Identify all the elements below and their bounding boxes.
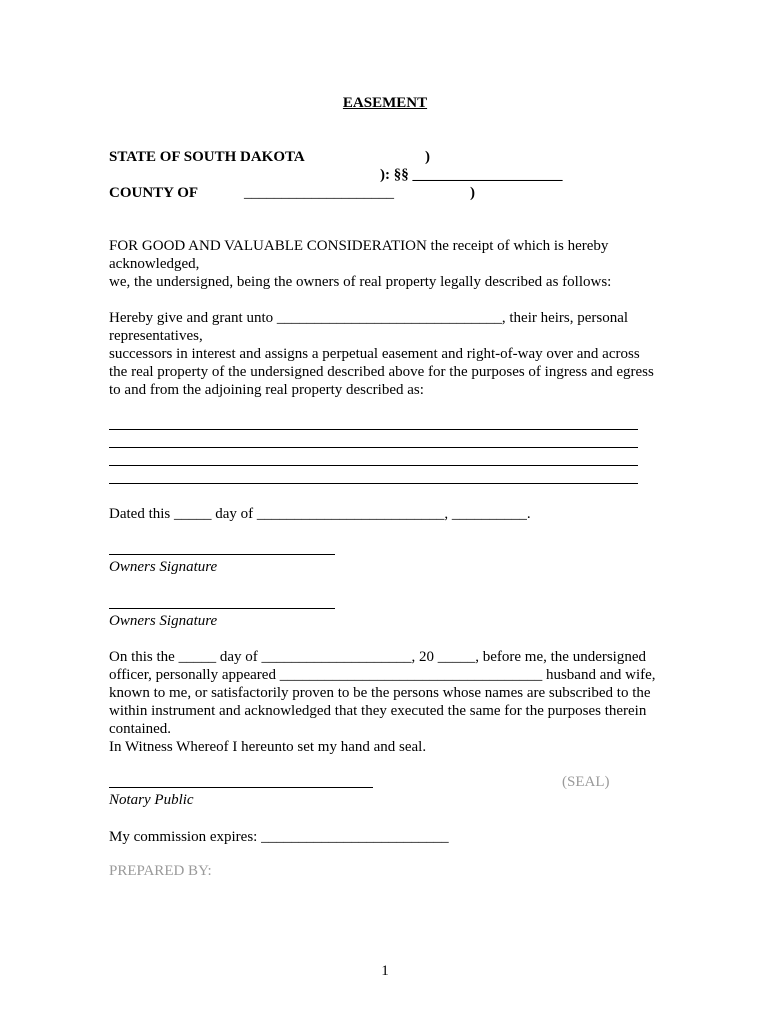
document-title: EASEMENT <box>342 95 428 111</box>
section-marker: ): §§ ____________________ <box>380 167 563 183</box>
consideration-line: acknowledged, <box>109 256 200 272</box>
prepared-by: PREPARED BY: <box>109 863 212 879</box>
consideration-paragraph <box>109 237 669 291</box>
grant-line: Hereby give and grant unto ______________________________, their heirs, personal <box>109 310 629 326</box>
paren-right-2: ) <box>470 185 475 201</box>
grant-line: the real property of the undersigned described above for the purposes of ingress and egress <box>109 364 654 380</box>
description-blank-line <box>109 483 638 484</box>
acknowledgment-line: In Witness Whereof I hereunto set my hand and seal. <box>109 739 427 755</box>
acknowledgment-paragraph <box>109 648 669 756</box>
owner-signature-line-1 <box>109 554 335 555</box>
owner-signature-label-1: Owners Signature <box>109 559 218 575</box>
state-label: STATE OF SOUTH DAKOTA <box>109 149 305 165</box>
county-label: COUNTY OF <box>109 185 199 201</box>
grant-paragraph <box>109 309 669 399</box>
description-blank-line <box>109 447 638 448</box>
acknowledgment-line: contained. <box>109 721 172 737</box>
acknowledgment-line: known to me, or satisfactorily proven to be the persons whose names are subscribed to the <box>109 685 651 701</box>
seal-label: (SEAL) <box>562 774 610 790</box>
dated-line: Dated this _____ day of _________________________, __________. <box>109 506 531 522</box>
notary-signature-line <box>109 787 373 788</box>
notary-public-label: Notary Public <box>109 792 194 808</box>
owner-signature-line-2 <box>109 608 335 609</box>
description-blank-line <box>109 429 638 430</box>
acknowledgment-line: On this the _____ day of ____________________, 20 _____, before me, the undersigned <box>109 649 647 665</box>
acknowledgment-line: within instrument and acknowledged that they executed the same for the purposes therein <box>109 703 647 719</box>
consideration-line: we, the undersigned, being the owners of real property legally described as follows: <box>109 274 612 290</box>
owner-signature-label-2: Owners Signature <box>109 613 218 629</box>
page-number: 1 <box>381 963 389 979</box>
consideration-line: FOR GOOD AND VALUABLE CONSIDERATION the receipt of which is hereby <box>109 238 609 254</box>
acknowledgment-line: officer, personally appeared ___________________________________ husband and wife, <box>109 667 656 683</box>
paren-right-1: ) <box>425 149 430 165</box>
description-blank-line <box>109 465 638 466</box>
commission-expires: My commission expires: _________________________ <box>109 829 449 845</box>
grant-line: representatives, <box>109 328 203 344</box>
grant-line: successors in interest and assigns a perpetual easement and right-of-way over and across <box>109 346 640 362</box>
county-blank: ____________________ <box>244 185 394 201</box>
grant-line: to and from the adjoining real property described as: <box>109 382 424 398</box>
